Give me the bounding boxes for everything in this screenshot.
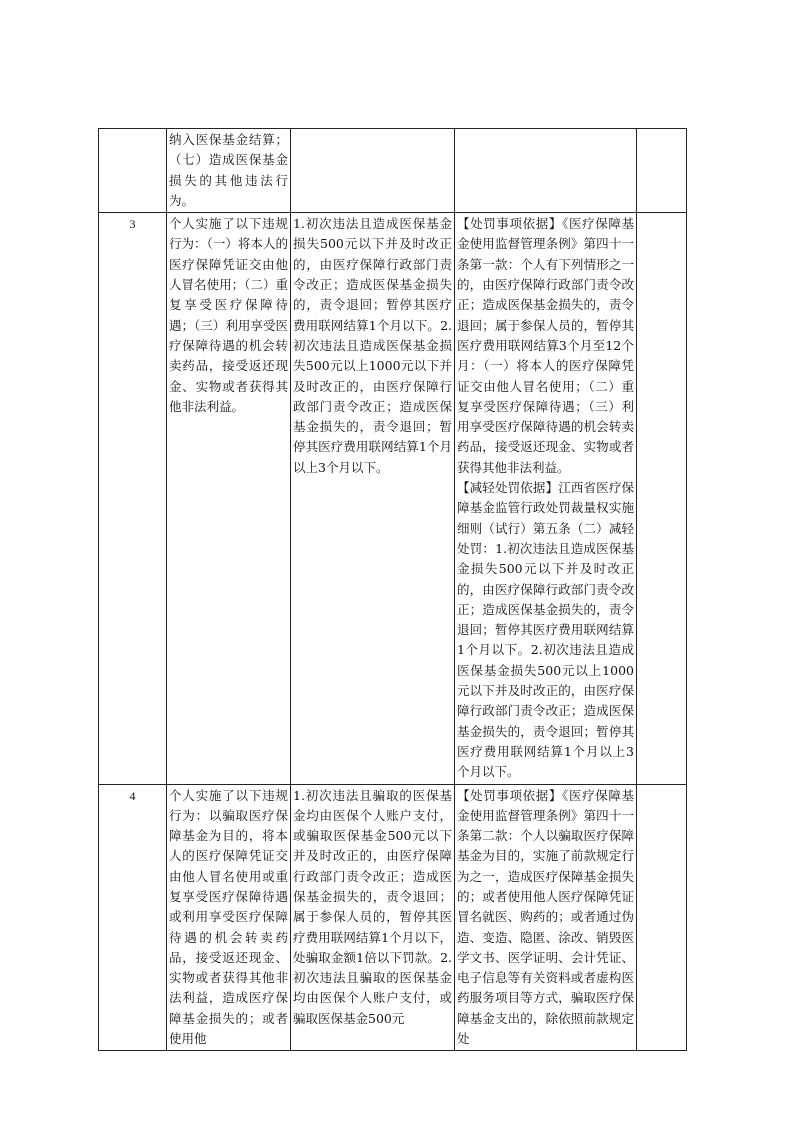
remarks-cell	[637, 213, 687, 784]
row-number-cell: 3	[99, 213, 167, 784]
mitigation-basis-paragraph: 【减轻处罚依据】江西省医疗保障基金监管行政处罚裁量权实施细则（试行）第五条（二）减轻处罚：1.初次违法且造成医保基金损失500元以下并及时改正的，由医疗保障行政部门责令改正；造成医保基金损失的，责令退回；暂停其医疗费用联网结算1个月以下。2.初次违法且造成医保基金损失500元以上1000元以下并及时改正的，由医疗保障行政部门责令改正；造成医保基金损失的，责令退回；暂停其医疗费用联网结算1个月以上3个月以下。	[457, 480, 634, 780]
table-row	[99, 213, 687, 784]
violation-cell: 个人实施了以下违规行为：以骗取医疗保障基金为目的，将本人的医疗保障凭证交由他人冒名使用或重复享受医疗保障待遇或利用享受医疗保障待遇的机会转卖药品，接受返还现金、实物或者获得其他非法利益，造成医疗保障基金损失的；或者使用他	[167, 784, 291, 1051]
discretion-standard-cell	[291, 129, 455, 213]
basis-cell	[455, 129, 637, 213]
penalty-basis-paragraph: 【处罚事项依据】《医疗保障基金使用监督管理条例》第四十一条第一款：个人有下列情形之一的，由医疗保障行政部门责令改正；造成医保基金损失的，责令退回；属于参保人员的，暂停其医疗费用联网结算3个月至12个月：（一）将本人的医疗保障凭证交由他人冒名使用；（二）重复享受医疗保障待遇；（三）利用享受医疗保障待遇的机会转卖药品，接受返还现金、实物或者获得其他非法利益。	[457, 216, 634, 475]
discretion-standard-cell: 1.初次违法且骗取的医保基金均由医保个人账户支付，或骗取医保基金500元以下并及时改正的，由医疗保障行政部门责令改正；造成医保基金损失的，责令退回；属于参保人员的，暂停其医疗费用联网结算1个月以下，处骗取金额1倍以下罚款。2.初次违法且骗取的医保基金均由医保个人账户支付，或骗取医保基金500元	[291, 784, 455, 1051]
row-number-cell	[99, 129, 167, 213]
discretion-standard-cell: 1.初次违法且造成医保基金损失500元以下并及时改正的，由医疗保障行政部门责令改正；造成医保基金损失的，责令退回；暂停其医疗费用联网结算1个月以下。2.初次违法且造成医保基金损失500元以上1000元以下并及时改正的，由医疗保障行政部门责令改正；造成医保基金损失的，责令退回；暂停其医疗费用联网结算1个月以上3个月以下。	[291, 213, 455, 784]
remarks-cell	[637, 129, 687, 213]
remarks-cell	[637, 784, 687, 1051]
basis-cell	[455, 784, 637, 1051]
penalty-basis-paragraph: 【处罚事项依据】《医疗保障基金使用监督管理条例》第四十一条第二款：个人以骗取医疗保障基金为目的，实施了前款规定行为之一，造成医疗保障基金损失的；或者使用他人医疗保障凭证冒名就医、购药的；或者通过伪造、变造、隐匿、涂改、销毁医学文书、医学证明、会计凭证、电子信息等有关资料或者虚构医药服务项目等方式，骗取医疗保障基金支出的，除依照前款规定处	[457, 787, 634, 1047]
table-row	[99, 784, 687, 1051]
table-row	[99, 129, 687, 213]
violation-cell: 个人实施了以下违规行为：（一）将本人的医疗保障凭证交由他人冒名使用；（二）重复享受医疗保障待遇；（三）利用享受医疗保障待遇的机会转卖药品，接受返还现金、实物或者获得其他非法利益。	[167, 213, 291, 784]
penalty-discretion-table	[98, 128, 687, 1051]
basis-cell	[455, 213, 637, 784]
row-number-cell: 4	[99, 784, 167, 1051]
violation-cell: 纳入医保基金结算；（七）造成医保基金损失的其他违法行为。	[167, 129, 291, 213]
